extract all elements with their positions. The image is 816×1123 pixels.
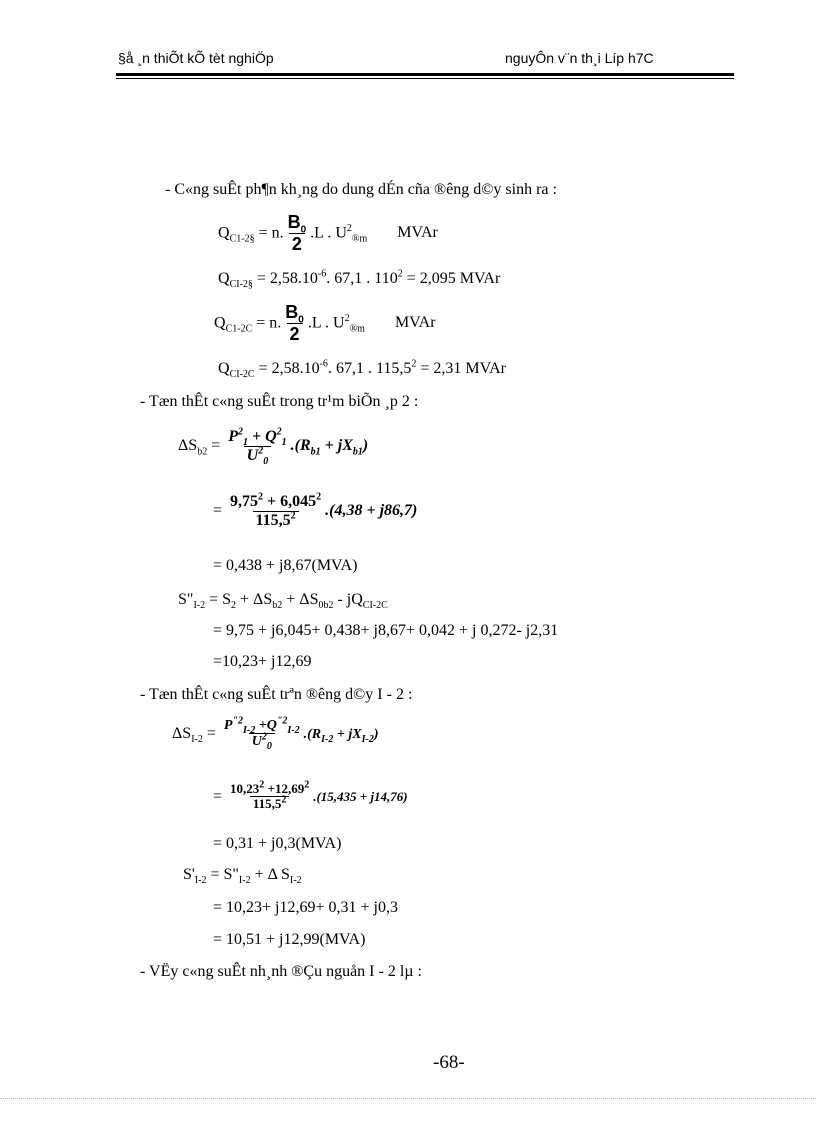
header-right: nguyÔn v¨n th¸i Líp h7C [505,50,654,66]
text-reactive-power-heading: - C«ng suÊt ph¶n kh¸ng do dung dÉn cña ®êng d©y sinh ra : [165,181,557,198]
result-delta-s-b2: = 0,438 + j8,67(MVA) [213,557,358,574]
formula-q-c1-2c: $Q_{C1-2C} = n$. $\frac{B_0}{2}$ .L . $U^2_{®m}$ MVAr [214,302,436,344]
text-branch-power-heading: - VËy c«ng suÊt nh¸nh ®Çu nguån I - 2 lµ : [140,963,422,980]
formula-s-double-prime-i2: $S"_{I-2} = S_2 + \Delta S_{b2} + \Delta S_{0b2} - jQ_{CI-2C}$ [178,591,388,612]
result-s-prime-expanded: = 10,23+ j12,69+ 0,31 + j0,3 [213,899,398,916]
text-line-loss-heading: - Tæn thÊt c«ng suÊt trªn ®êng d©y I - 2 : [140,686,413,703]
formula-delta-s-i2: $\Delta S_{I-2}$ = $\frac{P^{"2}_{I-2} +Q^{"2}_{I-2}}{U^2_0}$ $.(R_{I-2} + jX_{I-2})$ [172,715,379,753]
formula-delta-s-i2-numeric: = $\frac{10,23^2 +12,69^2}{115,5^2}$ .(15,435 + j14,76) [213,779,408,812]
formula-q-c1-2s: $Q_{C1-2\S} = n$. $\frac{B_0}{2}$ .L . $U^2_{®m}$ MVAr [218,212,438,254]
text-transformer-loss-heading: - Tæn thÊt c«ng suÊt trong tr¹m biÕn ¸p 2 : [140,393,419,410]
result-s-prime: = 10,51 + j12,99(MVA) [213,931,366,948]
header-rule-thin [116,78,734,79]
footer-dotted-line [0,1098,816,1099]
result-delta-s-i2: = 0,31 + j0,3(MVA) [213,835,342,852]
formula-s-prime-i2: $S'_{I-2}$ = $S"_{I-2} + \Delta$ $S_{I-2}$ [183,866,302,887]
result-s-sum: =10,23+ j12,69 [213,653,312,670]
formula-delta-s-b2-numeric: = $\frac{9,75^2 + 6,045^2}{115,5^2}$ .(4,38 + j86,7) [213,491,418,529]
result-s-sum-expanded: = 9,75 + j6,045+ 0,438+ j8,67+ 0,042 + j 0,272- j2,31 [213,622,559,639]
formula-q-ci-2s-value: $Q_{CI-2\S} = 2,58.10^{-6}$. 67,1 . $110^2 = 2,095$ MVAr [218,268,501,291]
page-number: -68- [433,1052,465,1073]
formula-delta-s-b2: $\Delta S_{b2}$ = $\frac{P^2_1 + Q^2_1}{U^2_0}$ $.(R_{b1} + jX_{b1})$ [178,426,369,467]
formula-q-ci-2c-value: $Q_{CI-2C} = 2,58.10^{-6}$. 67,1 . $115,5^2 = 2,31$ MVAr [218,358,506,381]
header-rule-thick [116,73,734,76]
header-left: §å ¸n thiÕt kÕ tèt nghiÖp [118,50,274,66]
